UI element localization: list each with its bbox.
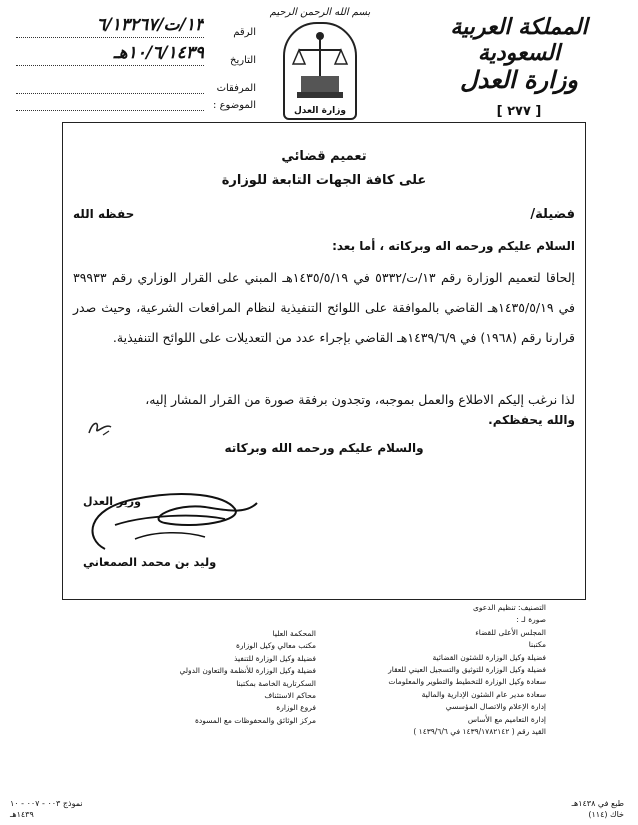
number-row (16, 10, 256, 38)
circular-subtitle: على كافة الجهات التابعة للوزارة (221, 173, 427, 188)
number-value: ١٣/ت/٦/١٣٢٦٧ (16, 13, 204, 38)
salutation: فضيلة/ (530, 207, 575, 222)
subject-label: الموضوع : (213, 100, 256, 111)
list-item: فضيلة وكيل الوزارة للشئون القضائية (432, 652, 546, 662)
emblem-caption: وزارة العدل (293, 106, 347, 116)
list-item: سعادة وكيل الوزارة للتخطيط والتطوير والمعلومات (388, 677, 546, 687)
subject-line (16, 96, 204, 111)
justice-scale-emblem (283, 22, 357, 120)
letterhead-right (414, 14, 624, 119)
closing-line: والله يحفظكم. (488, 413, 575, 427)
greeting: السلام عليكم ورحمه اله وبركاته ، أما بعد: (332, 239, 575, 253)
circular-title: تعميم قضائي (281, 149, 367, 164)
minister-title: وزير العدل (83, 495, 141, 508)
request-paragraph: لذا نرغب إليكم الاطلاع والعمل بموجبه، وتجدون برفقة صورة من القرار المشار إليه، (145, 392, 575, 407)
attachments-value (16, 69, 204, 94)
salutation-honorific: حفظه الله (73, 207, 135, 221)
list-item: صورة لـ : (516, 615, 546, 625)
distribution-list-right (332, 602, 546, 738)
attachments-row (16, 66, 256, 94)
bismillah-text: بسم الله الرحمن الرحيم (269, 7, 371, 18)
list-item: السكرتارية الخاصة بمكتبنا (236, 678, 316, 688)
date-row (16, 38, 256, 66)
list-item: سعادة مدير عام الشئون الإدارية والمالية (421, 689, 546, 699)
letterhead-emblem (262, 6, 378, 120)
form-info (10, 798, 130, 820)
reference-number: [ ٢٧٧ ] (496, 104, 542, 119)
handwritten-mark (85, 417, 115, 439)
list-item: فضيلة وكيل الوزارة للتوثيق والتسجيل العيني للعقار (388, 665, 546, 675)
list-item: المحكمة العليا (272, 629, 316, 638)
letter-meta (16, 10, 256, 94)
list-item: فضيلة وكيل الوزارة للتنفيذ (234, 653, 316, 663)
print-info (534, 798, 624, 820)
print-line: طبع في ١٤٣٨هـ (571, 799, 624, 808)
form-line: ١٤٣٩هـ (10, 810, 34, 819)
regards-line: والسلام عليكم ورحمه الله وبركاته (224, 441, 424, 455)
attachments-label: المرفقات (216, 83, 256, 94)
number-label: الرقم (233, 27, 256, 38)
letter-body (62, 122, 586, 600)
distribution-list-left (136, 628, 316, 727)
list-item: مركز الوثائق والمحفوظات مع المسودة (194, 715, 316, 725)
main-paragraph: إلحاقا لتعميم الوزارة رقم ١٣/ت/٥٣٣٢ في ١٤٣٥/٥/١٩هـ المبني على القرار الوزاري رقم ٣٩٩٣٣ في ١٤٣٥/٥/١٩هـ القاضي بالموافقة على اللوائح التنفيذية لنظام المرافعات الشرعية، وحيث صدر قرارنا رقم (١٩٦٨) في ١٤٣٩/٦/٩هـ القاضي بإجراء عدد من التعديلات على اللوائح التنفيذية. (73, 270, 575, 345)
list-item: فضيلة وكيل الوزارة للأنظمة والتعاون الدولي (179, 666, 316, 676)
print-line: خاك (١١٤) (588, 810, 624, 819)
list-item: التصنيف: تنظيم الدعوى (472, 603, 546, 612)
scales-icon (285, 24, 355, 118)
subject-row (16, 96, 256, 111)
list-item: المجلس الأعلى للقضاء (475, 627, 546, 637)
ministry-name: وزارة العدل (460, 65, 578, 94)
list-item: محاكم الاستئناف (264, 691, 316, 701)
list-item: القيد رقم ( ١٤٣٩/١٧٨٢١٤٢ في ١٤٣٩/٦/٦ ) (413, 727, 546, 737)
date-label: التاريخ (230, 55, 256, 66)
minister-name: وليد بن محمد الصمعاني (83, 555, 217, 569)
kingdom-name: المملكة العربية السعودية (450, 14, 588, 66)
list-item: إدارة الإعلام والاتصال المؤسسي (445, 702, 546, 712)
list-item: مكتبنا (528, 640, 546, 650)
list-item: إدارة التعاميم مع الأساس (467, 714, 546, 724)
list-item: فروع الوزارة (276, 703, 316, 713)
date-value: ١٠/٦/١٤٣٩هـ (16, 41, 204, 66)
form-line: نموذج ٠٠٣ - ٠٠٧ - ١٠ (10, 799, 83, 808)
list-item: مكتب معالي وكيل الوزارة (235, 641, 316, 651)
